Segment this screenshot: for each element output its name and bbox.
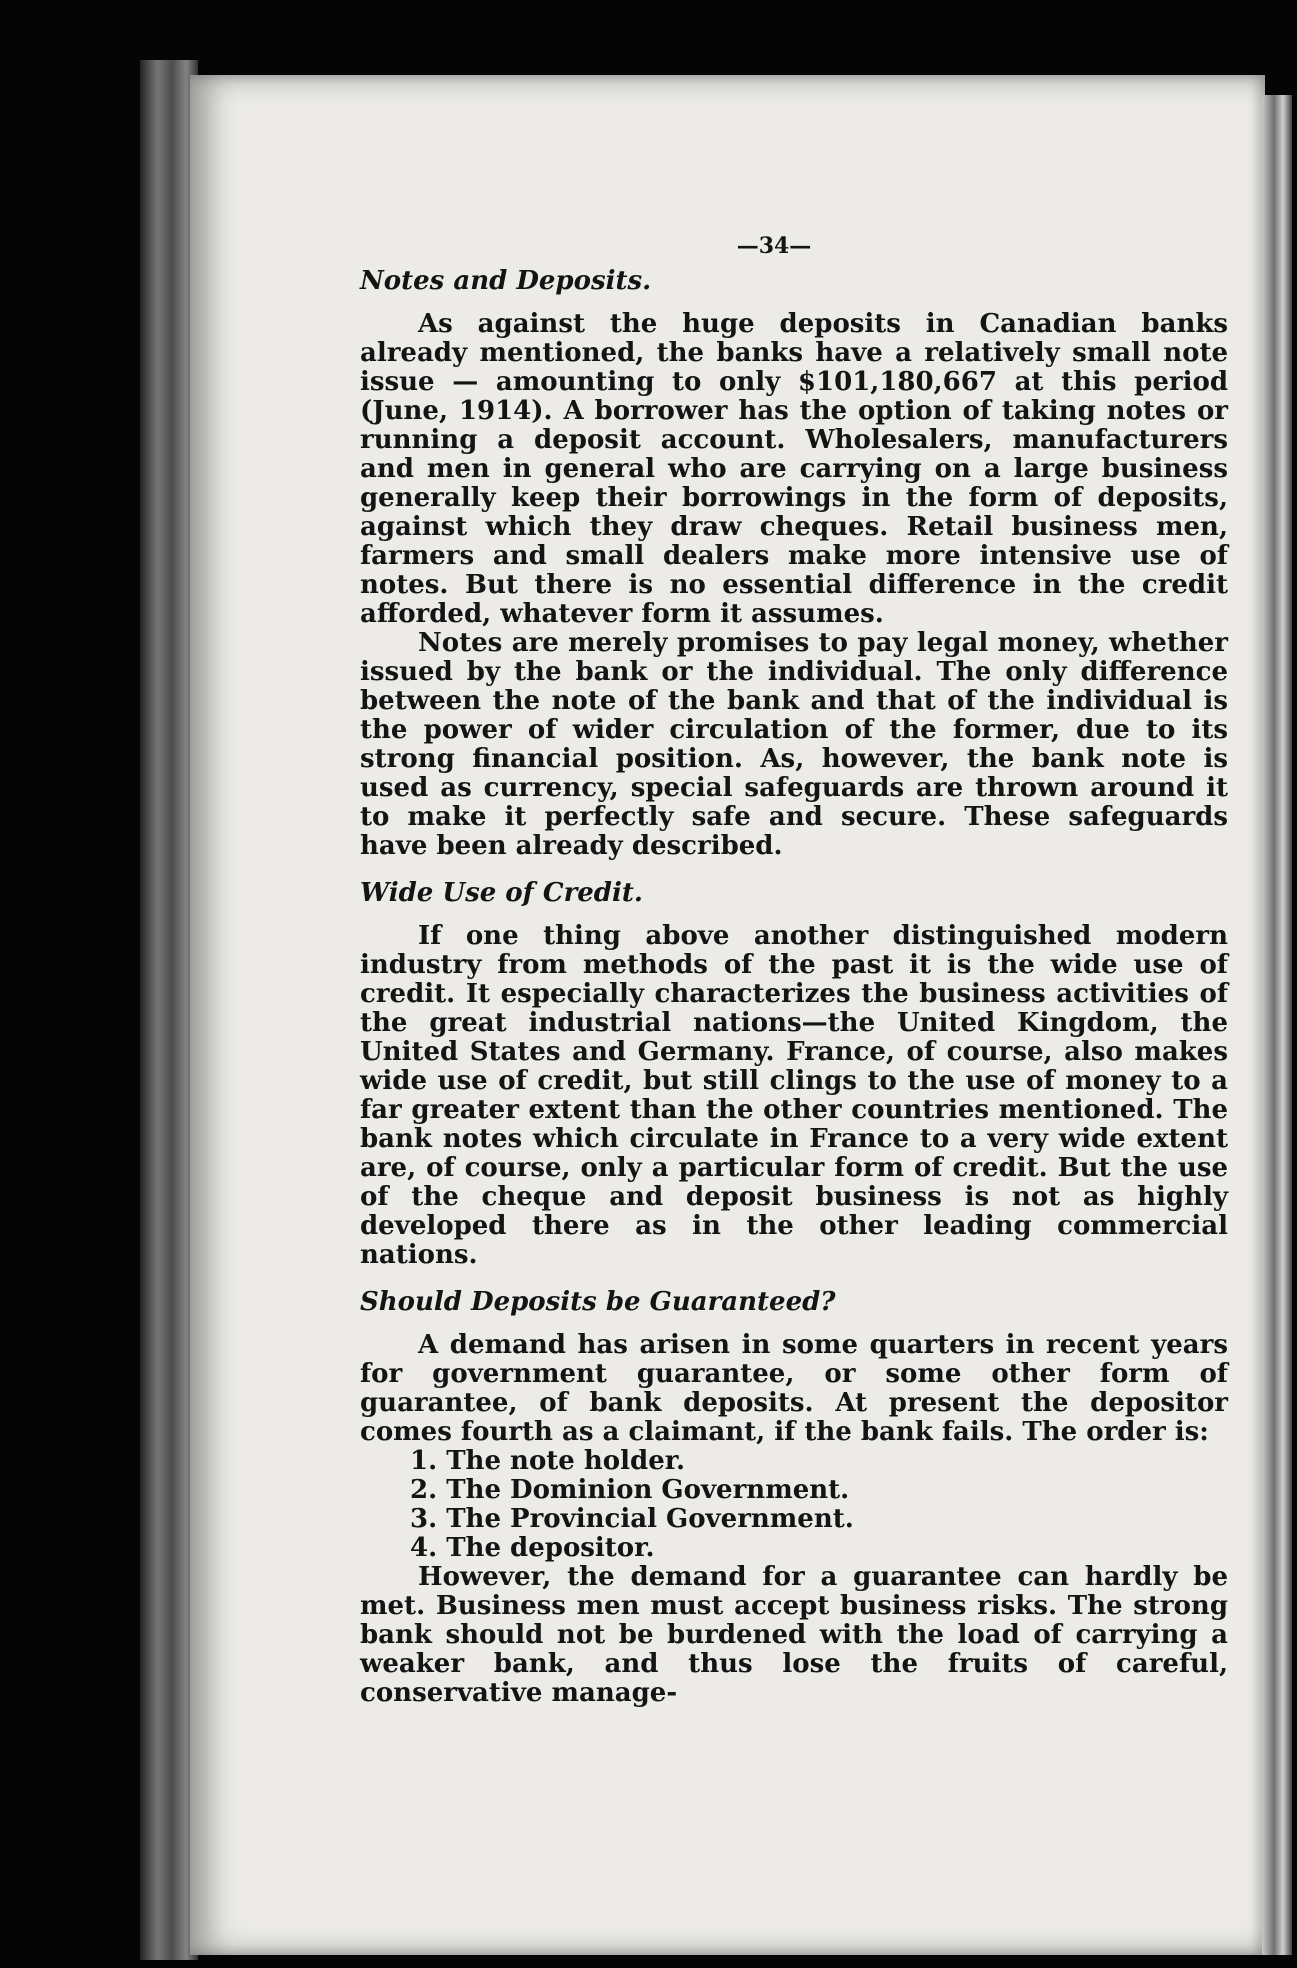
page-content xyxy=(360,232,1228,1726)
paragraph: If one thing above another distinguished modern industry from methods of the past it is the wide use of credit. It especially characterizes the business activities of the great industrial nations—the United Kingdom, the United States and Germany. France, of course, also makes wide use of credit, but still clings to the use of money to a far greater extent than the other countries mentioned. The bank notes which circulate in France to a very wide extent are, of course, only a particular form of credit. But the use of the cheque and deposit business is not as highly developed there as in the other leading commercial nations. xyxy=(360,921,1228,1270)
section-heading: Wide Use of Credit. xyxy=(360,878,643,908)
section-heading: Notes and Deposits. xyxy=(360,266,652,296)
page-number: —34— xyxy=(736,233,812,259)
paragraph: A demand has arisen in some quarters in recent years for government guarantee, or some other form of guarantee, of bank deposits. At present the depositor comes fourth as a claimant, if the bank fails. The order is: xyxy=(360,1330,1228,1447)
list-item: 1. The note holder. xyxy=(410,1446,686,1476)
section-notes-and-deposits xyxy=(360,267,1228,861)
page-edge xyxy=(1262,95,1292,1955)
list-item: 3. The Provincial Government. xyxy=(410,1504,854,1534)
section-should-deposits-be-guaranteed xyxy=(360,1288,1228,1708)
paragraph: As against the huge deposits in Canadian banks already mentioned, the banks have a relatively small note issue — amounting to only $101,180,667 at this period (June, 1914). A borrower has the option of taking notes or running a deposit account. Wholesalers, manufacturers and men in general who are carrying on a large business generally keep their borrowings in the form of deposits, against which they draw cheques. Retail business men, farmers and small dealers make more intensive use of notes. But there is no essential difference in the credit afforded, whatever form it assumes. xyxy=(360,309,1228,629)
claimant-order-list xyxy=(360,1447,1228,1563)
paragraph: However, the demand for a guarantee can hardly be met. Business men must accept business risks. The strong bank should not be burdened with the load of carrying a weaker bank, and thus lose the fruits of careful, conservative manage- xyxy=(360,1562,1228,1708)
list-item: 4. The depositor. xyxy=(410,1533,655,1563)
section-wide-use-of-credit xyxy=(360,879,1228,1270)
list-item: 2. The Dominion Government. xyxy=(410,1475,850,1505)
paragraph: Notes are merely promises to pay legal money, whether issued by the bank or the individual. The only difference between the note of the bank and that of the individual is the power of wider circulation of the former, due to its strong financial position. As, however, the bank note is used as currency, special safeguards are thrown around it to make it perfectly safe and secure. These safeguards have been already described. xyxy=(360,628,1228,861)
section-heading: Should Deposits be Guaranteed? xyxy=(360,1287,836,1317)
